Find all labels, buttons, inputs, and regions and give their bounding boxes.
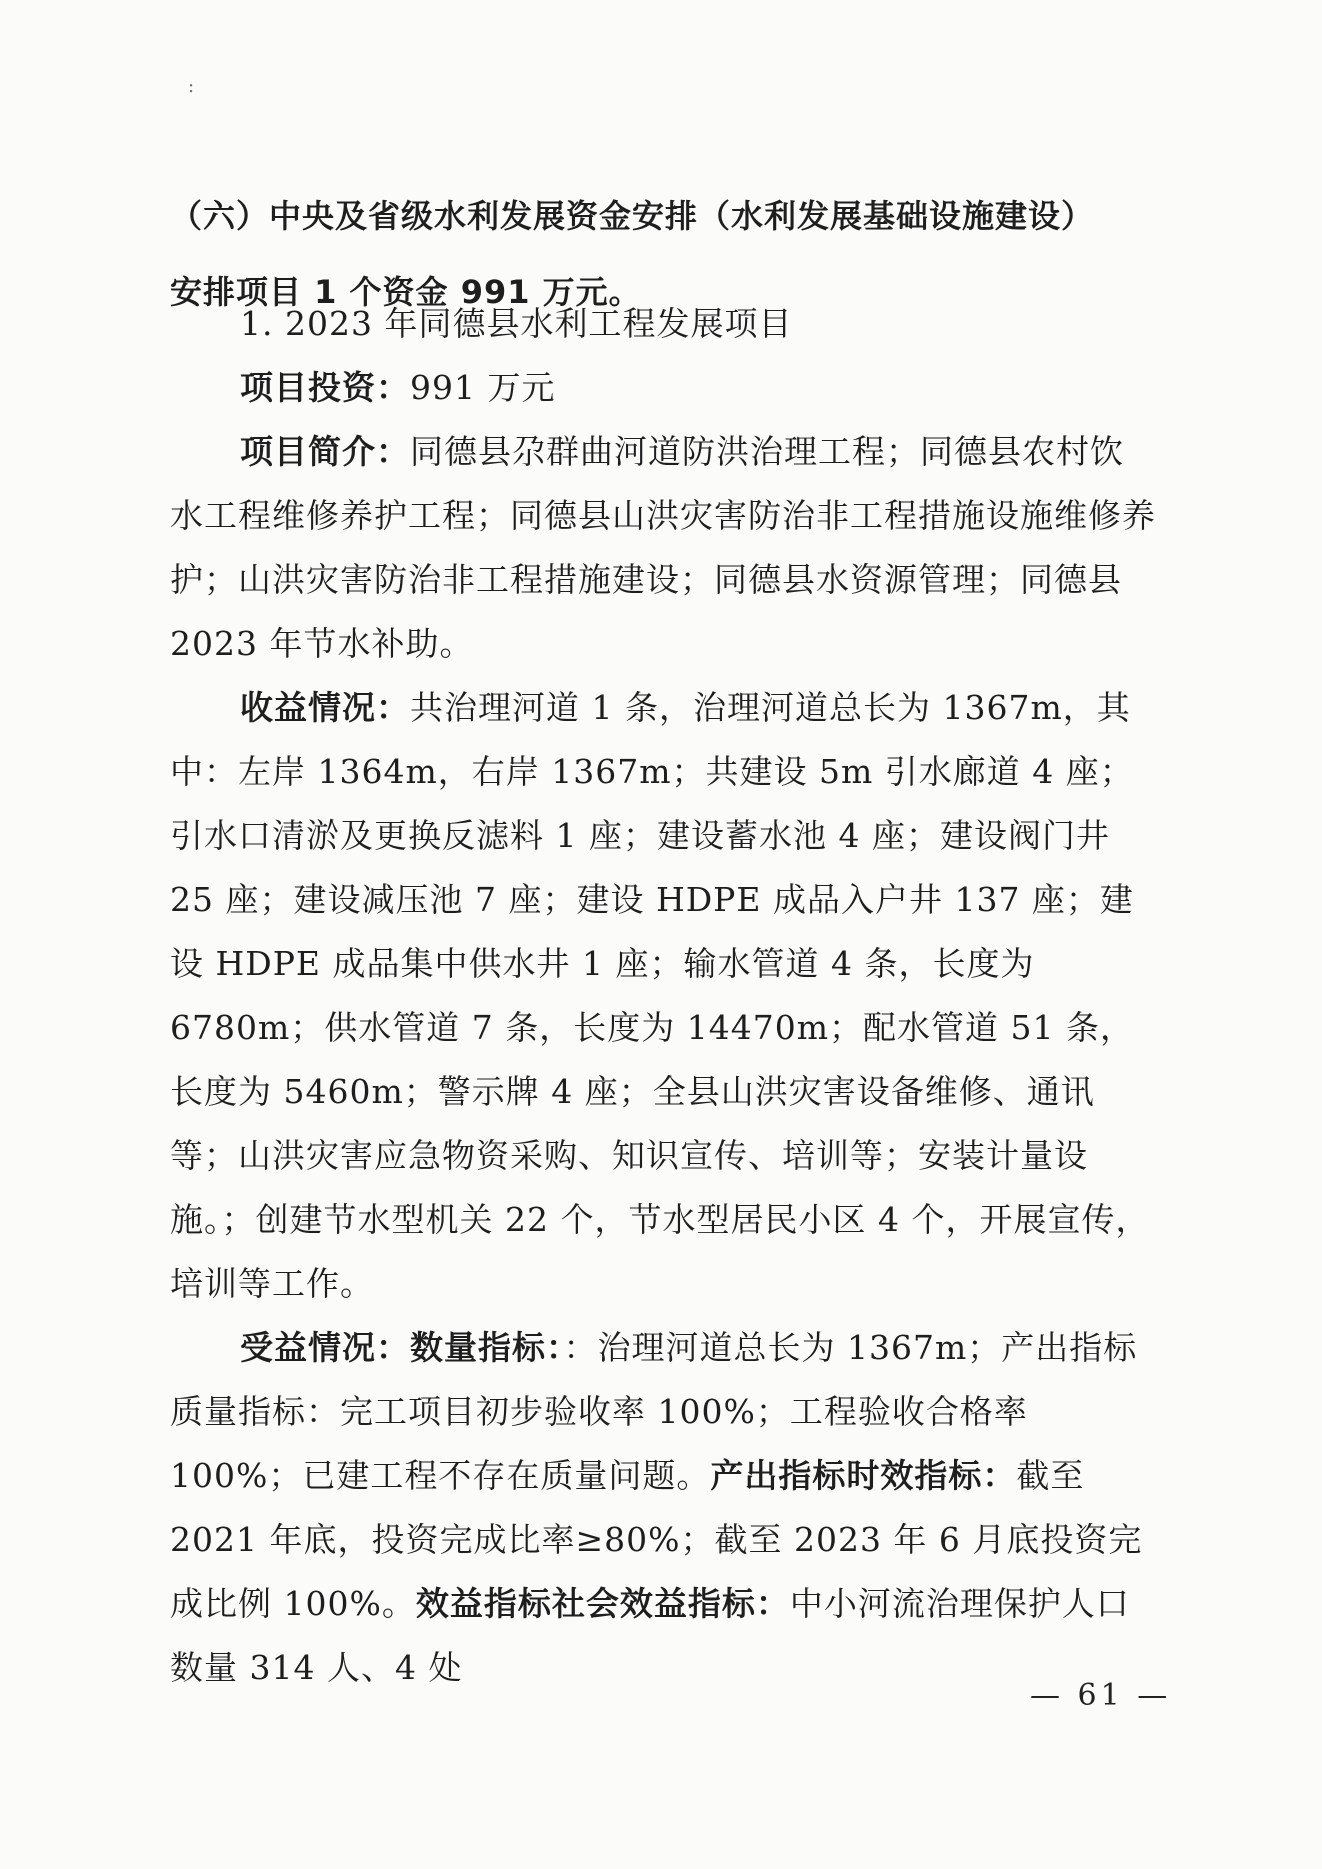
income-label: 收益情况：: [240, 688, 410, 727]
benefit-paragraph: [170, 1316, 1156, 1700]
benefit-timeliness-text: 截至 2021 年底，投资完成比率≥80%；截至 2023 年 6 月底投资完成比例 100%。: [170, 1456, 1143, 1623]
project-body: [170, 292, 1156, 1700]
benefit-quantity-text: ：治理河道总长为 1367m；产出指标质量指标：完工项目初步验收率 100%；工程验收合格率 100%；已建工程不存在质量问题。: [170, 1328, 1138, 1495]
investment-value: 991 万元: [410, 368, 556, 407]
section-heading-line-1: （六）中央及省级水利发展资金安排（水利发展基础设施建设）: [170, 197, 1095, 235]
page-number: — 61 —: [1030, 1678, 1172, 1713]
income-paragraph: [170, 676, 1156, 1316]
benefit-quantity-label: 数量指标：: [410, 1328, 564, 1367]
income-text: 共治理河道 1 条，治理河道总长为 1367m，其中：左岸 1364m，右岸 1367m；共建设 5m 引水廊道 4 座；引水口清淤及更换反滤料 1 座；建设蓄水池 4 座；建设阀门井 25 座；建设减压池 7 座；建设 HDPE 成品入户井 137 座；建设 HDPE 成品集中供水井 1 座；输水管道 4 条，长度为 6780m；供水管道 7 条，长度为 14470m；配水管道 51 条，长度为 5460m；警示牌 4 座；全县山洪灾害设备维修、通讯等；山洪灾害应急物资采购、知识宣传、培训等；安装计量设施。；创建节水型机关 22 个，节水型居民小区 4 个，开展宣传，培训等工作。: [170, 688, 1150, 1303]
investment-label: 项目投资：: [240, 368, 410, 407]
intro-text: 同德县尕群曲河道防洪治理工程；同德县农村饮水工程维修养护工程；同德县山洪灾害防治非工程措施设施维修养护；山洪灾害防治非工程措施建设；同德县水资源管理；同德县 2023 年节水补助。: [170, 432, 1156, 663]
top-mark: :: [188, 76, 195, 97]
investment-paragraph: [170, 356, 1156, 420]
benefit-social-text: 中小河流治理保护人口数量 314 人、4 处: [170, 1584, 1130, 1687]
project-title: 1. 2023 年同德县水利工程发展项目: [240, 304, 793, 343]
section-heading-line-2: 安排项目 1 个资金 991 万元。: [170, 273, 642, 311]
benefit-timeliness-label: 产出指标时效指标：: [710, 1456, 1017, 1495]
intro-paragraph: [170, 420, 1156, 676]
benefit-social-label: 效益指标社会效益指标：: [415, 1584, 790, 1623]
benefit-label: 受益情况：: [240, 1328, 410, 1367]
intro-label: 项目简介：: [240, 432, 410, 471]
